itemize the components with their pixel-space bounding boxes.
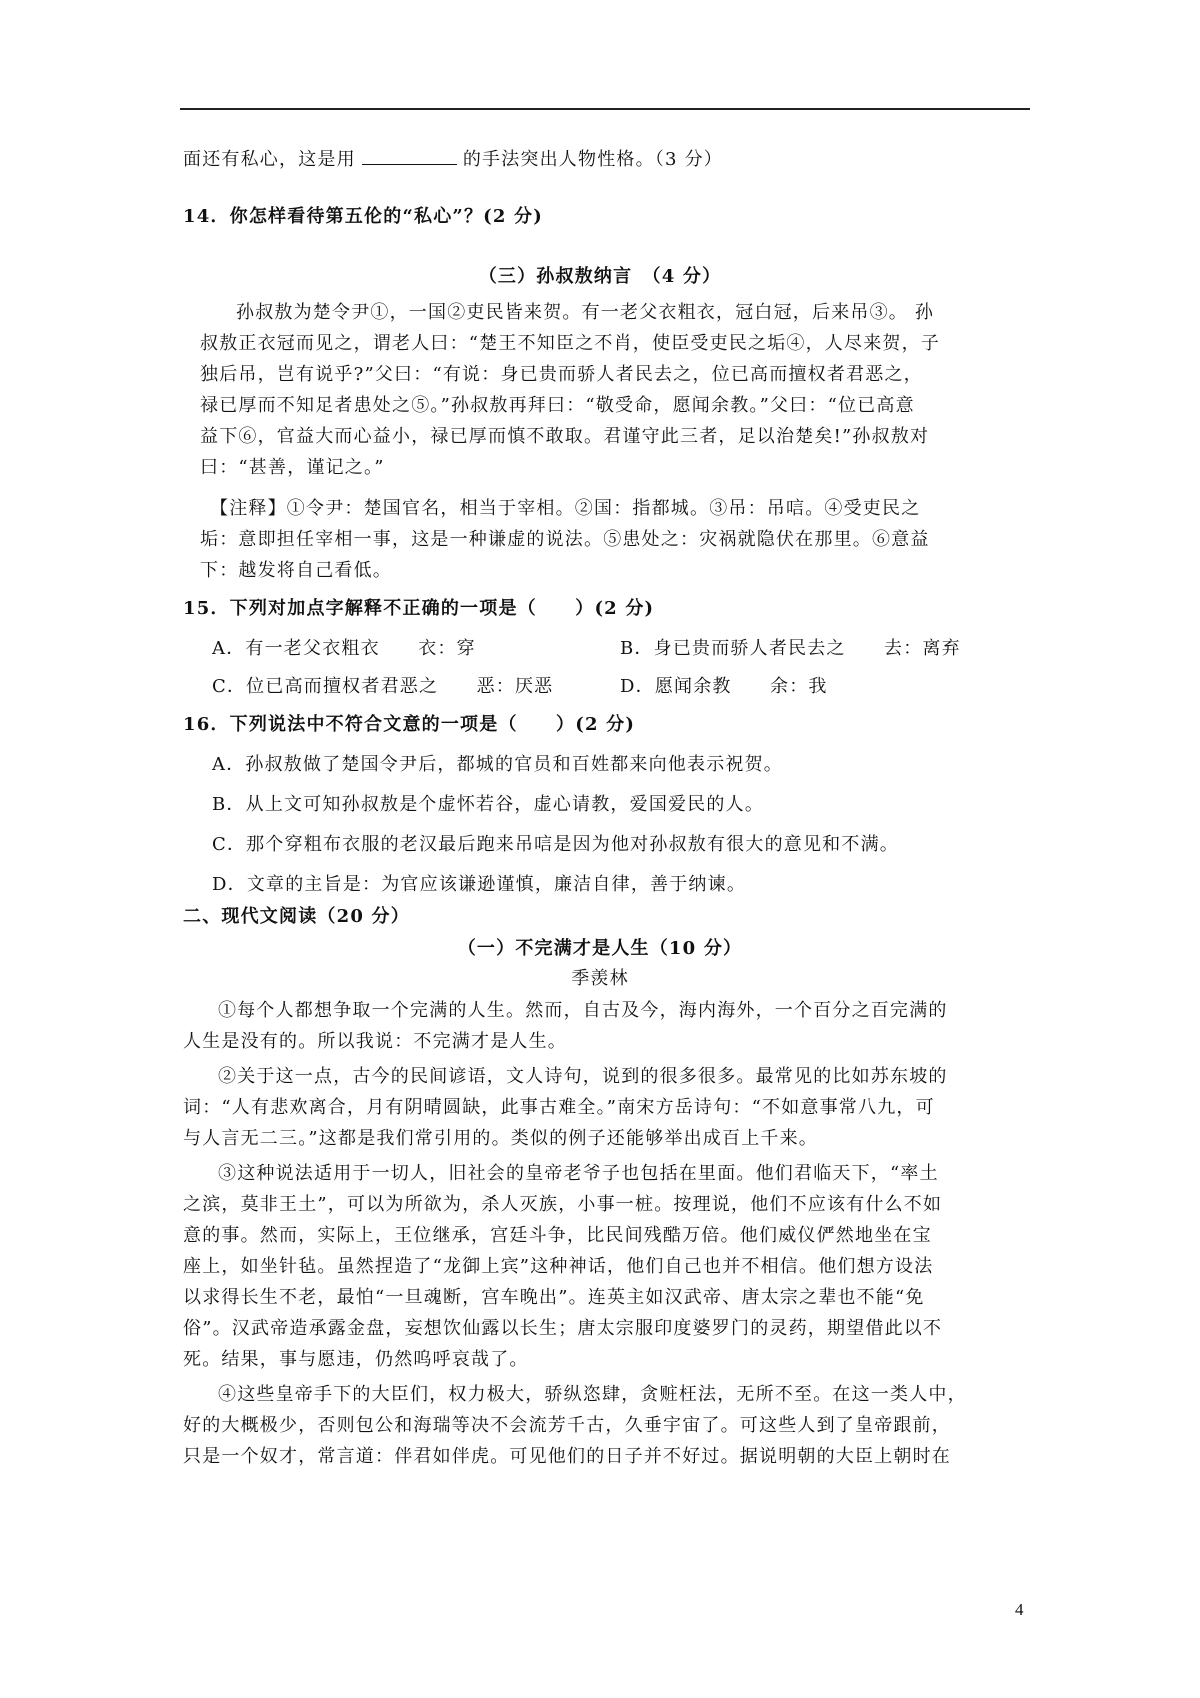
notes-line: 【注释】①令尹：楚国官名，相当于宰相。②国：指都城。③吊：吊唁。④受吏民之 (210, 498, 921, 519)
question-14: 14．你怎样看待第五伦的“私心”？(2 分) (183, 206, 543, 227)
passage-line: 曰：“甚善，谨记之。” (200, 457, 385, 478)
essay-line: 只是一个奴才，常言道：伴君如伴虎。可见他们的日子并不好过。据说明朝的大臣上朝时在 (183, 1446, 951, 1467)
essay-author: 季羡林 (571, 968, 629, 989)
question-16-option-c[interactable]: C．那个穿粗布衣服的老汉最后跑来吊唁是因为他对孙叔敖有很大的意见和不满。 (212, 834, 899, 855)
notes-line: 垢：意即担任宰相一事，这是一种谦虚的说法。⑤患处之：灾祸就隐伏在那里。⑥意益 (200, 529, 930, 550)
question-16-option-a[interactable]: A．孙叔敖做了楚国令尹后，都城的官员和百姓都来向他表示祝贺。 (212, 754, 783, 775)
question-15-option-a[interactable]: A．有一老父衣粗衣 衣：穿 (212, 638, 476, 659)
question-16-option-d[interactable]: D．文章的主旨是：为官应该谦逊谨慎，廉洁自律，善于纳谏。 (212, 874, 747, 895)
answer-blank[interactable] (362, 146, 457, 165)
question-15-stem: 15．下列对加点字解释不正确的一项是（ ）(2 分) (183, 598, 655, 619)
header-rule (180, 108, 1030, 110)
essay-line: ①每个人都想争取一个完满的人生。然而，自古及今，海内海外，一个百分之百完满的 (218, 1000, 948, 1021)
essay-line: 词：“人有悲欢离合，月有阴晴圆缺，此事古难全。”南宋方岳诗句：“不如意事常八九，可 (183, 1097, 935, 1118)
essay-line: 意的事。然而，实际上，王位继承，宫廷斗争，比民间残酷万倍。他们威仪俨然地坐在宝 (183, 1225, 932, 1246)
essay-line: 之滨，莫非王土”，可以为所欲为，杀人灭族，小事一桩。按理说，他们不应该有什么不如 (183, 1194, 943, 1215)
question-15-option-c[interactable]: C．位已高而擅权者君恶之 恶：厌恶 (212, 676, 554, 697)
page-number: 4 (1015, 1600, 1024, 1619)
essay-line: ④这些皇帝手下的大臣们，权力极大，骄纵恣肆，贪赃枉法，无所不至。在这一类人中， (218, 1384, 967, 1405)
question-15-option-d[interactable]: D．愿闻余教 余：我 (620, 676, 828, 697)
passage-line: 独后吊，岂有说乎?”父曰：“有说：身已贵而骄人者民去之，位已高而擅权者君恶之， (200, 364, 923, 385)
essay-title: （一）不完满才是人生（10 分） (457, 938, 743, 959)
essay-line: 与人言无二三。”这都是我们常引用的。类似的例子还能够举出成百上千来。 (183, 1128, 818, 1149)
essay-line: 人生是没有的。所以我说：不完满才是人生。 (183, 1031, 567, 1052)
question-15-option-b[interactable]: B．身已贵而骄人者民去之 去：离弃 (620, 638, 961, 659)
section-3-title: （三）孙叔敖纳言 （4 分） (478, 266, 722, 287)
notes-line: 下：越发将自己看低。 (200, 560, 392, 581)
essay-line: 好的大概极少，否则包公和海瑞等决不会流芳千古，久垂宇宙了。可这些人到了皇帝跟前， (183, 1415, 951, 1436)
essay-line: 死。结果，事与愿违，仍然呜呼哀哉了。 (183, 1349, 529, 1370)
part-2-title: 二、现代文阅读（20 分） (183, 906, 410, 927)
essay-line: 座上，如坐针毡。虽然捏造了“龙御上宾”这种神话，他们自己也并不相信。他们想方设法 (183, 1256, 934, 1277)
passage-line: 益下⑥，官益大而心益小，禄已厚而慎不敢取。君谨守此三者，足以治楚矣!”孙叔敖对 (200, 426, 930, 447)
question-16-stem: 16．下列说法中不符合文意的一项是（ ）(2 分) (183, 714, 636, 735)
question-16-option-b[interactable]: B．从上文可知孙叔敖是个虚怀若谷，虚心请教，爱国爱民的人。 (212, 794, 765, 815)
passage-line: 禄已厚而不知足者患处之⑤。”孙叔敖再拜曰：“敬受命，愿闻余教。”父曰：“位已高意 (200, 395, 915, 416)
passage-line: 叔敖正衣冠而见之，谓老人曰：“楚王不知臣之不肖，使臣受吏民之垢④，人尽来贺，子 (200, 333, 940, 354)
essay-line: 俗”。汉武帝造承露金盘，妄想饮仙露以长生；唐太宗服印度婆罗门的灵药，期望借此以不 (183, 1318, 943, 1339)
q13-continuation: 面还有私心，这是用 的手法突出人物性格。（3 分） (183, 146, 723, 173)
essay-line: ②关于这一点，古今的民间谚语，文人诗句，说到的很多很多。最常见的比如苏东坡的 (218, 1066, 948, 1087)
essay-line: 以求得长生不老，最怕“一旦魂断，宫车晚出”。连英主如汉武帝、唐太宗之辈也不能“免 (183, 1287, 925, 1308)
essay-line: ③这种说法适用于一切人，旧社会的皇帝老爷子也包括在里面。他们君临天下，“率土 (218, 1163, 939, 1184)
passage-line: 孙叔敖为楚令尹①，一国②吏民皆来贺。有一老父衣粗衣，冠白冠，后来吊③。 孙 (236, 302, 935, 323)
